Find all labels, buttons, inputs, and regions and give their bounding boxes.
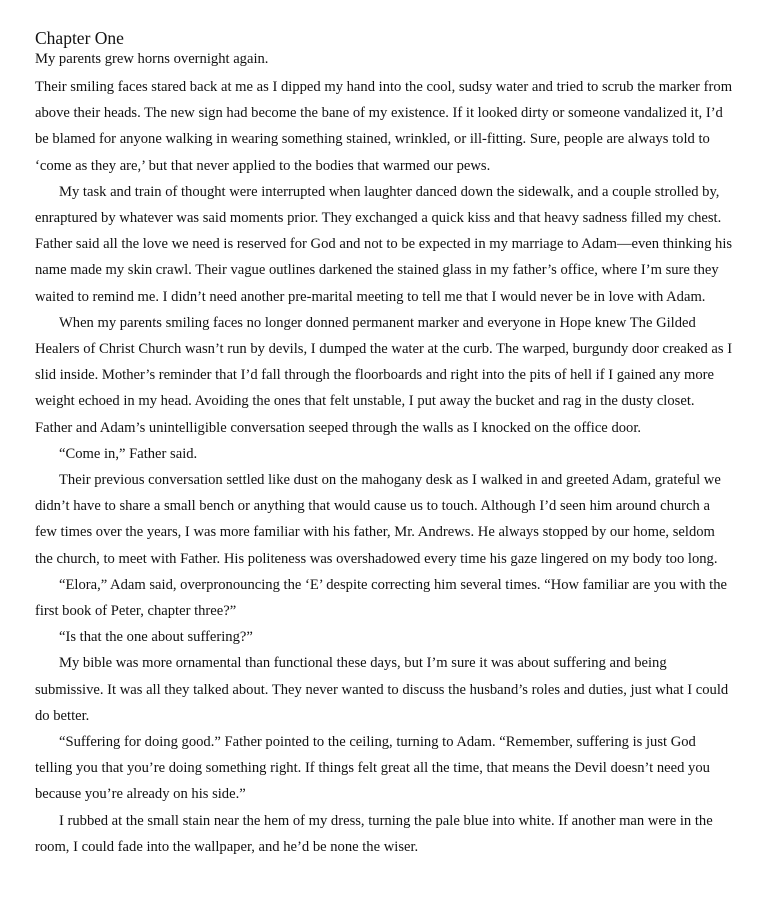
paragraph-7: “Elora,” Adam said, overpronouncing the ‘E’ despite correcting him several times. “How familiar are you with the first book of Peter, chapter three?” <box>35 576 727 620</box>
paragraph-10: “Suffering for doing good.” Father pointed to the ceiling, turning to Adam. “Remember, suffering is just God telling you that you’re doing something right. If things felt great all the time, that means the Devil doesn’t need you because you’re already on his side.” <box>35 734 710 803</box>
paragraph-9: My bible was more ornamental than functional these days, but I’m sure it was about suffering and being submissive. It was all they talked about. They never wanted to discuss the husband’s roles and duties, just what I could do better. <box>35 655 729 724</box>
paragraph-6: Their previous conversation settled like dust on the mahogany desk as I walked in and greeted Adam, grateful we didn’t have to share a small bench or anything that would cause us to touch. Although I’d seen him around church a few times over the years, I was more familiar with his father, Mr. Andrews. He always stopped by our home, seldom the church, to meet with Father. His politeness was overshadowed every time his gaze lingered on my body too long. <box>35 472 721 567</box>
document-page <box>35 27 735 860</box>
paragraph-8: “Is that the one about suffering?” <box>59 629 253 646</box>
chapter-title: Chapter One <box>35 28 124 48</box>
paragraph-1: My parents grew horns overnight again. <box>35 51 269 67</box>
paragraph-5: “Come in,” Father said. <box>59 445 198 462</box>
paragraph-2: Their smiling faces stared back at me as I dipped my hand into the cool, sudsy water and tried to scrub the marker from above their heads. The new sign had become the bane of my existence. If it looked dirty or someone vandalized it, I’d be blamed for anyone walking in wearing something stained, wrinkled, or ill-fitting. Sure, people are always told to ‘come as they are,’ but that never applied to the bodies that warmed our pews. <box>35 79 733 174</box>
paragraph-11: I rubbed at the small stain near the hem of my dress, turning the pale blue into white. If another man were in the room, I could fade into the wallpaper, and he’d be none the wiser. <box>35 812 713 855</box>
paragraph-4: When my parents smiling faces no longer donned permanent marker and everyone in Hope knew The Gilded Healers of Christ Church wasn’t run by devils, I dumped the water at the curb. The warped, burgundy door creaked as I slid inside. Mother’s reminder that I’d fall through the floorboards and right into the pits of hell if I gained any more weight echoed in my head. Avoiding the ones that felt unstable, I put away the bucket and rag in the dusty closet. Father and Adam’s unintelligible conversation seeped through the walls as I knocked on the office door. <box>35 314 733 436</box>
paragraph-3: My task and train of thought were interrupted when laughter danced down the sidewalk, and a couple strolled by, enraptured by whatever was said moments prior. They exchanged a quick kiss and that heavy sadness filled my chest. Father said all the love we need is reserved for God and not to be expected in my marriage to Adam—even thinking his name made my skin crawl. Their vague outlines darkened the stained glass in my father’s office, where I’m sure they waited to remind me. I didn’t need another pre-marital meeting to tell me that I would never be in love with Adam. <box>35 183 733 305</box>
